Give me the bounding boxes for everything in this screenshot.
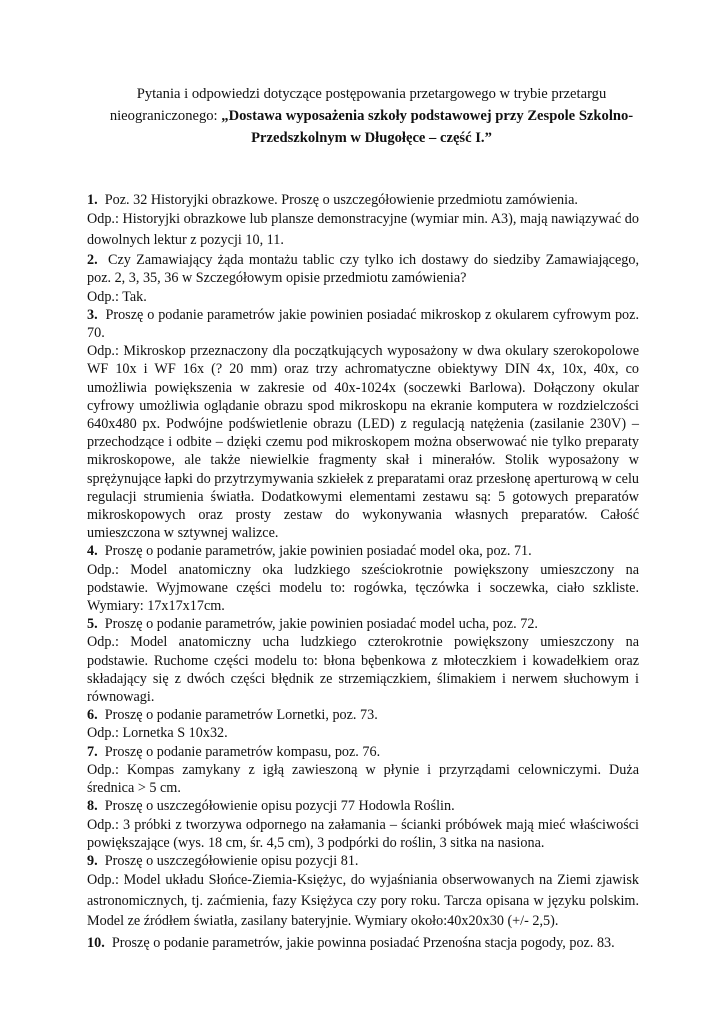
header-line-2-prefix: nieograniczonego: <box>109 108 222 124</box>
answer-4: Odp.: Model anatomiczny oka ludzkiego sześciokrotnie powiększony umieszczony na podstawie. Wyjmowane części modelu to: rogówka, tęczówka i soczewka, ciało szkliste. Wymiary: 17x17x17cm. <box>87 561 639 615</box>
question-10: 10. Proszę o podanie parametrów, jakie powinna posiadać Przenośna stacja pogody, poz. 83. <box>87 934 615 951</box>
question-7: 7. Proszę o podanie parametrów kompasu, poz. 76. <box>87 743 381 760</box>
answer-1: Odp.: Historyjki obrazkowe lub plansze demonstracyjne (wymiar min. A3), mają nawiązywać do dowolnych lektur z pozycji 10, 11. <box>87 211 639 249</box>
answer-5: Odp.: Model anatomiczny ucha ludzkiego czterokrotnie powiększony umieszczony na podstawie. Ruchome części modelu to: błona bębenkowa z młoteczkiem i kowadełkiem oraz składający się z dwóch części błędnik ze strzemiączkiem, ślimakiem i nerwem słuchowym i równowagi. <box>87 634 639 706</box>
document-header <box>100 83 643 149</box>
answer-2: Odp.: Tak. <box>87 288 147 305</box>
question-2: 2. Czy Zamawiający żąda montażu tablic czy tylko ich dostawy do siedziby Zamawiającego, poz. 2, 3, 35, 36 w Szczegółowym opisie przedmiotu zamówienia? <box>87 252 640 287</box>
question-8: 8. Proszę o uszczegółowienie opisu pozycji 77 Hodowla Roślin. <box>87 798 455 815</box>
answer-3: Odp.: Mikroskop przeznaczony dla początkujących wyposażony w dwa okulary szerokopolowe WF 10x i WF 16x (? 20 mm) oraz trzy achromatyczne obiektywy DIN 4x, 10x, 40x, co umożliwia powiększenia w zakresie od 40x-1024x (soczewki Barlowa). Dołączony okular cyfrowy umożliwia oglądanie obrazu spod mikroskopu na ekranie komputera w rozdzielczości 640x480 px. Podwójne podświetlenie obrazu (LED) z regulacją natężenia (zasilanie 230V) – przechodzące i odbite – dzięki czemu pod mikroskopem można obserwować nie tylko preparaty mikroskopowe, ale także niewielkie fragmenty skał i minerałów. Stolik wyposażony w sprężynujące łapki do przytrzymywania szkiełek z preparatami oraz przesłonę aperturową w celu regulacji strumienia światła. Dodatkowymi elementami zestawu są: 5 gotowych preparatów mikroskopowych oraz prosty zestaw do wykonywania własnych preparatów. Całość umieszczona w sztywnej walizce. <box>87 343 639 542</box>
answer-8: Odp.: 3 próbki z tworzywa odpornego na załamania – ścianki próbówek mają mieć właściwości powiększające (wys. 18 cm, śr. 4,5 cm), 3 podpórki do roślin, 3 sitka na nasiona. <box>87 816 639 851</box>
question-1: 1. Poz. 32 Historyjki obrazkowe. Proszę o uszczegółowienie przedmiotu zamówienia. <box>87 192 578 208</box>
question-5: 5. Proszę o podanie parametrów, jakie powinien posiadać model ucha, poz. 72. <box>87 616 538 633</box>
answer-9: Odp.: Model układu Słońce-Ziemia-Księżyc, do wyjaśniania obserwowanych na Ziemi zjawisk astronomicznych, tj. zaćmienia, fazy Księżyca czy pory roku. Tarcza opisana w języku polskim. Model ze źródłem światła, zasilany bateryjnie. Wymiary około:40x20x30 (+/- 2,5). <box>87 872 639 930</box>
question-3: 3. Proszę o podanie parametrów jakie powinien posiadać mikroskop z okularem cyfrowym poz. 70. <box>87 306 639 342</box>
header-line-1: Pytania i odpowiedzi dotyczące postępowania przetargowego w trybie przetargu <box>136 86 607 102</box>
qa-list <box>87 191 639 952</box>
question-4: 4. Proszę o podanie parametrów, jakie powinien posiadać model oka, poz. 71. <box>87 543 532 560</box>
question-9: 9. Proszę o uszczegółowienie opisu pozycji 81. <box>87 852 359 869</box>
answer-6: Odp.: Lornetka S 10x32. <box>87 725 228 742</box>
answer-7: Odp.: Kompas zamykany z igłą zawieszoną w płynie i przyrządami celowniczymi. Duża średnica > 5 cm. <box>87 761 639 797</box>
question-6: 6. Proszę o podanie parametrów Lornetki, poz. 73. <box>87 707 378 724</box>
header-title: „Dostawa wyposażenia szkoły podstawowej przy Zespole Szkolno-Przedszkolnym w Długołęce – część I.” <box>221 108 634 146</box>
